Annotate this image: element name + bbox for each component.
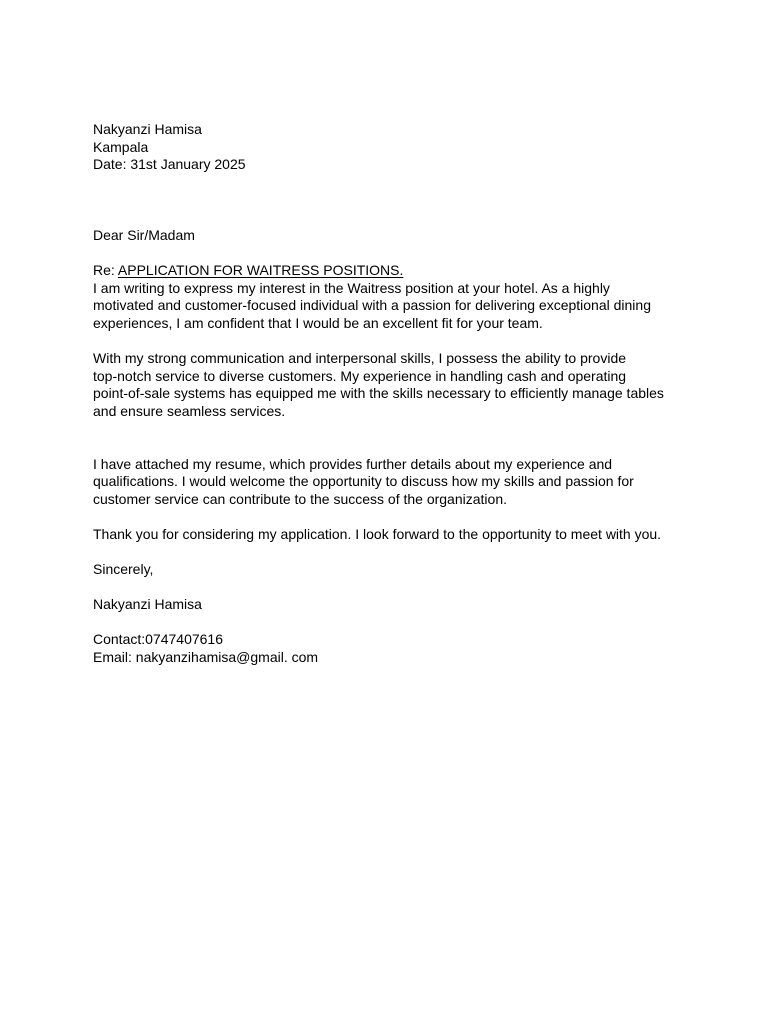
paragraph-line: customer service can contribute to the success of the organization. — [93, 490, 507, 507]
subject-line — [93, 262, 683, 280]
paragraph-line: Thank you for considering my application. I look forward to the opportunity to meet with you. — [93, 525, 662, 542]
spacer — [93, 420, 683, 455]
paragraph-line: motivated and customer-focused individual with a passion for delivering exceptional dining — [93, 297, 651, 314]
paragraph-line: top-notch service to diverse customers. My experience in handling cash and operating — [93, 367, 627, 384]
contact-email: Email: nakyanzihamisa@gmail. com — [93, 649, 319, 666]
paragraph-line: point-of-sale systems has equipped me with the skills necessary to efficiently manage tables — [93, 385, 664, 402]
paragraph-skills — [93, 350, 683, 420]
contact-phone: Contact:0747407616 — [93, 631, 223, 648]
spacer — [93, 508, 683, 526]
sender-block — [93, 121, 683, 174]
paragraph-intro — [93, 280, 683, 333]
spacer — [93, 543, 683, 561]
contact-block — [93, 631, 683, 666]
paragraph-resume — [93, 456, 683, 509]
sender-city: Kampala — [93, 138, 149, 155]
spacer — [93, 332, 683, 350]
paragraph-line: I am writing to express my interest in the Waitress position at your hotel. As a highly — [93, 279, 610, 296]
spacer — [93, 614, 683, 632]
letter-page — [93, 121, 683, 667]
sender-name: Nakyanzi Hamisa — [93, 121, 202, 137]
spacer — [93, 579, 683, 597]
salutation: Dear Sir/Madam — [93, 226, 195, 243]
paragraph-line: experiences, I am confident that I would be an excellent fit for your team. — [93, 314, 543, 331]
spacer — [93, 244, 683, 262]
subject-title: APPLICATION FOR WAITRESS POSITIONS. — [117, 261, 404, 278]
paragraph-line: With my strong communication and interpersonal skills, I possess the ability to provide — [93, 349, 627, 366]
signature-name: Nakyanzi Hamisa — [93, 596, 202, 613]
spacer — [93, 174, 683, 227]
paragraph-line: I have attached my resume, which provides further details about my experience and — [93, 455, 613, 472]
paragraph-line: qualifications. I would welcome the opportunity to discuss how my skills and passion for — [93, 473, 634, 490]
letter-date: Date: 31st January 2025 — [93, 156, 246, 173]
paragraph-line: and ensure seamless services. — [93, 402, 286, 419]
paragraph-thanks — [93, 526, 683, 544]
subject-prefix: Re: — [93, 261, 118, 278]
closing: Sincerely, — [93, 561, 154, 578]
